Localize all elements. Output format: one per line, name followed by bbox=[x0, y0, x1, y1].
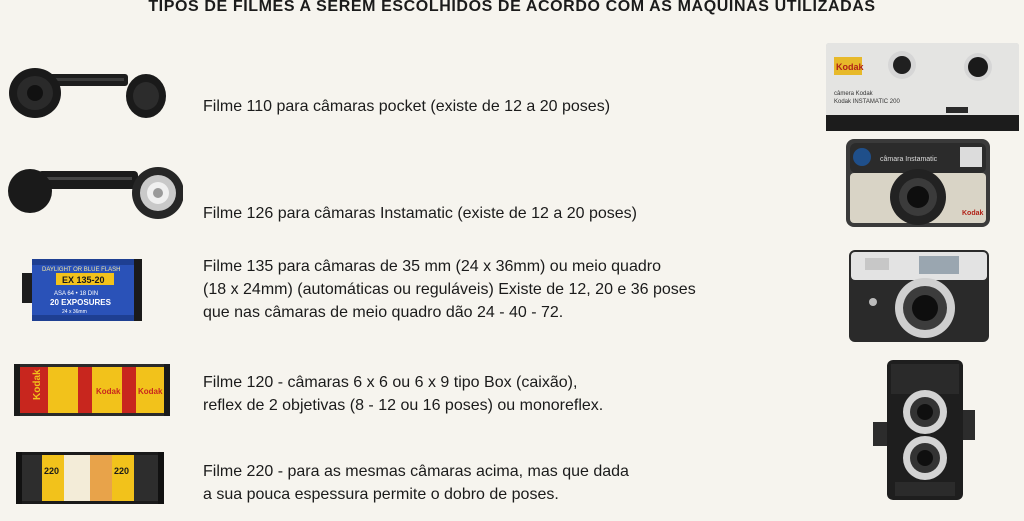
svg-text:24 x 36mm: 24 x 36mm bbox=[62, 309, 87, 315]
svg-text:Kodak: Kodak bbox=[138, 387, 163, 396]
svg-text:Kodak: Kodak bbox=[32, 369, 43, 400]
35mm-camera-icon bbox=[849, 246, 989, 342]
instamatic-camera-icon bbox=[846, 139, 990, 227]
film-135-description: Filme 135 para câmaras de 35 mm (24 x 36mm) ou meio quadro (18 x 24mm) (automáticas ou reguláveis) Existe de 12, 20 e 36 poses que nas câmaras de meio quadro dão 24 - 40 - 72. bbox=[203, 258, 696, 321]
svg-text:Kodak INSTAMATIC 200: Kodak INSTAMATIC 200 bbox=[834, 99, 900, 105]
page-title: TIPOS DE FILMES A SEREM ESCOLHIDOS DE ACORDO COM AS MAQUINAS UTILIZADAS bbox=[148, 0, 876, 15]
film-120-roll-icon bbox=[14, 364, 170, 416]
pocket-instamatic-camera-icon bbox=[826, 43, 1019, 131]
svg-text:EX 135-20: EX 135-20 bbox=[62, 275, 105, 285]
film-135-canister-icon bbox=[22, 255, 146, 325]
svg-text:220: 220 bbox=[114, 466, 130, 476]
film-120-description: Filme 120 - câmaras 6 x 6 ou 6 x 9 tipo Box (caixão), reflex de 2 objetivas (8 - 12 ou 16 poses) ou monoreflex. bbox=[203, 374, 604, 414]
svg-text:Kodak: Kodak bbox=[96, 387, 121, 396]
svg-text:câmera Kodak: câmera Kodak bbox=[834, 91, 873, 97]
film-110-description: Filme 110 para câmaras pocket (existe de 12 a 20 poses) bbox=[203, 98, 611, 115]
film-220-description: Filme 220 - para as mesmas câmaras acima, mas que dada a sua pouca espessura permite o dobro de poses. bbox=[203, 463, 629, 503]
film-126-description: Filme 126 para câmaras Instamatic (existe de 12 a 20 poses) bbox=[203, 205, 637, 222]
film-126-cartridge-icon bbox=[8, 165, 183, 220]
svg-text:ASA 64 • 18 DIN: ASA 64 • 18 DIN bbox=[54, 291, 99, 297]
svg-text:Kodak: Kodak bbox=[962, 210, 984, 217]
svg-text:220: 220 bbox=[44, 466, 60, 476]
twin-lens-reflex-camera-icon bbox=[873, 360, 977, 500]
svg-text:câmara Instamatic: câmara Instamatic bbox=[880, 156, 938, 163]
svg-text:20 EXPOSURES: 20 EXPOSURES bbox=[50, 298, 111, 307]
film-220-roll-icon bbox=[16, 452, 164, 504]
camera-kodak-logo: Kodak bbox=[836, 62, 864, 72]
svg-text:DAYLIGHT OR BLUE FLASH: DAYLIGHT OR BLUE FLASH bbox=[42, 267, 121, 273]
film-110-cartridge-icon bbox=[8, 60, 168, 120]
